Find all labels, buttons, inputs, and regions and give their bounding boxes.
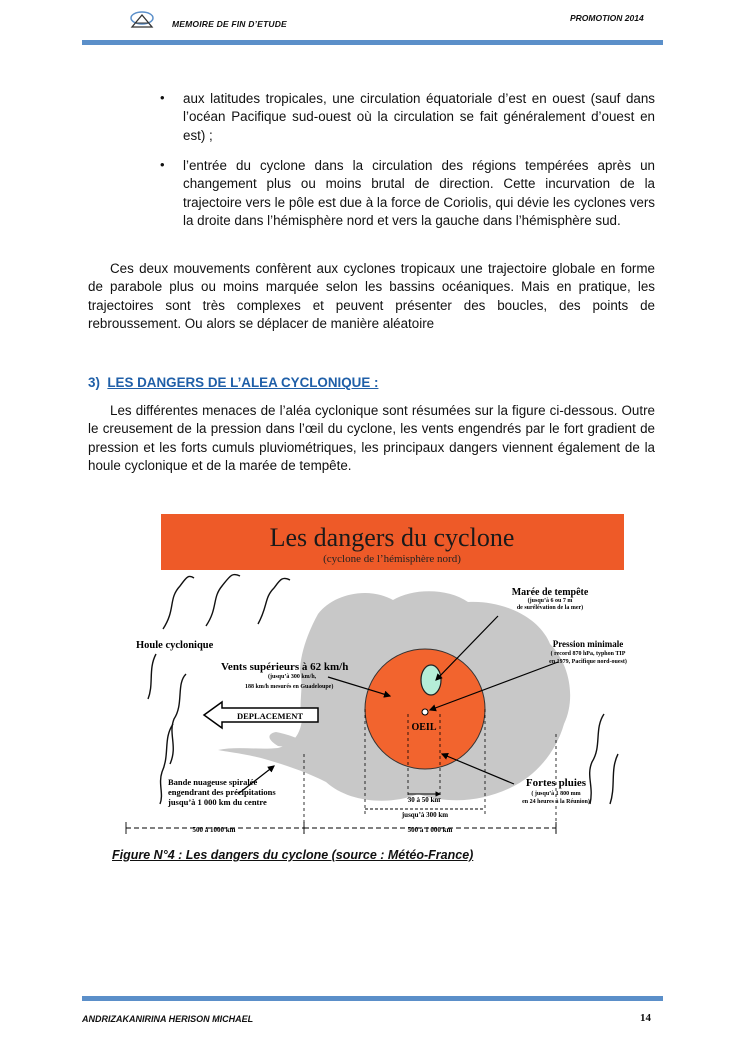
displacement-label: DEPLACEMENT xyxy=(236,711,304,721)
paragraph-trajectories: Ces deux mouvements confèrent aux cyclones tropicaux une trajectoire globale en forme de parabole plus ou moins marquée selon les bassins océaniques. Mais en pratique, les trajectoires sont très complexes et peuvent présenter des boucles, des points de rebroussement. Ou alors se déplacer de manière aléatoire xyxy=(88,261,655,332)
bullet-dot-icon: • xyxy=(160,157,165,172)
label-dist-right: 500 à 1 000 km xyxy=(407,826,453,834)
label-pression-sub1: ( record 870 hPa, typhon TIP xyxy=(550,651,626,657)
footer-rule xyxy=(82,996,663,1001)
cyclone-dangers-figure xyxy=(118,514,638,840)
label-dist-300: jusqu’à 300 km xyxy=(401,811,449,819)
label-pluies-sub1: ( jusqu’à 1 800 mm xyxy=(531,791,581,797)
section-number: 3) xyxy=(88,375,100,390)
label-bande-1: Bande nuageuse spiralée xyxy=(168,777,258,787)
figure-caption: Figure N°4 : Les dangers du cyclone (source : Météo-France) xyxy=(112,848,474,862)
header-promotion: PROMOTION 2014 xyxy=(570,13,644,23)
storm-surge-zone xyxy=(421,665,441,695)
bullet-item-2: l’entrée du cyclone dans la circulation des régions tempérées après un changement plus ou moins brutal de direction. Cette incurvation de la trajectoire vers le pôle est due à la force de Coriolis, qui dévie les cyclones vers la droite dans l’hémisphère nord et vers la gauche dans l’hémisphère sud. xyxy=(183,158,655,229)
school-logo-icon xyxy=(127,9,157,31)
header-rule xyxy=(82,40,663,45)
label-pression-sub2: en 1979, Pacifique nord-ouest) xyxy=(549,659,627,665)
label-maree: Marée de tempête xyxy=(511,587,589,598)
label-pluies: Fortes pluies xyxy=(525,777,587,789)
eye-marker xyxy=(422,709,428,715)
figure-title: Les dangers du cyclone xyxy=(269,523,515,552)
label-bande-2: engendrant des précipitations xyxy=(168,787,276,797)
label-houle: Houle cyclonique xyxy=(136,640,214,651)
section-heading xyxy=(88,375,378,390)
header-title: MEMOIRE DE FIN D’ETUDE xyxy=(172,19,287,29)
label-maree-sub2: de surélévation de la mer) xyxy=(516,605,584,611)
page-number: 14 xyxy=(640,1012,651,1024)
label-pluies-sub2: en 24 heures à la Réunion) xyxy=(522,799,590,805)
label-bande-3: jusqu’à 1 000 km du centre xyxy=(168,797,267,807)
label-vents-sub1: (jusqu’à 300 km/h, xyxy=(268,674,317,680)
paragraph-dangers: Les différentes menaces de l’aléa cyclonique sont résumées sur la figure ci-dessous. Outre le creusement de la pression dans l’œil du cyclone, les vents engendrés par le fort gradient de pression et les forts cumuls pluviométriques, les principaux dangers viennent également de la houle cyclonique et de la marée de tempête. xyxy=(88,403,655,474)
label-pression: Pression minimale xyxy=(552,639,624,649)
section-title: LES DANGERS DE L’ALEA CYCLONIQUE : xyxy=(107,375,379,390)
footer-author: ANDRIZAKANIRINA HERISON MICHAEL xyxy=(82,1014,254,1024)
label-dist-left: 500 à 1000 km xyxy=(192,826,236,834)
bullet-item-1: aux latitudes tropicales, une circulation équatoriale d’est en ouest (sauf dans l’océan Pacifique sud-ouest où la circulation se fait généralement d’ouest en est) ; xyxy=(183,91,655,143)
figure-subtitle: (cyclone de l’hémisphère nord) xyxy=(323,553,461,565)
eye-label: OEIL xyxy=(411,722,437,733)
label-maree-sub1: (jusqu’à 6 ou 7 m xyxy=(527,598,573,604)
label-vents-sub2: 188 km/h mesurés en Guadeloupe) xyxy=(245,684,334,690)
label-vents: Vents supérieurs à 62 km/h xyxy=(221,661,349,673)
bullet-dot-icon: • xyxy=(160,90,165,105)
label-dist-30-50: 30 à 50 km xyxy=(407,796,441,804)
